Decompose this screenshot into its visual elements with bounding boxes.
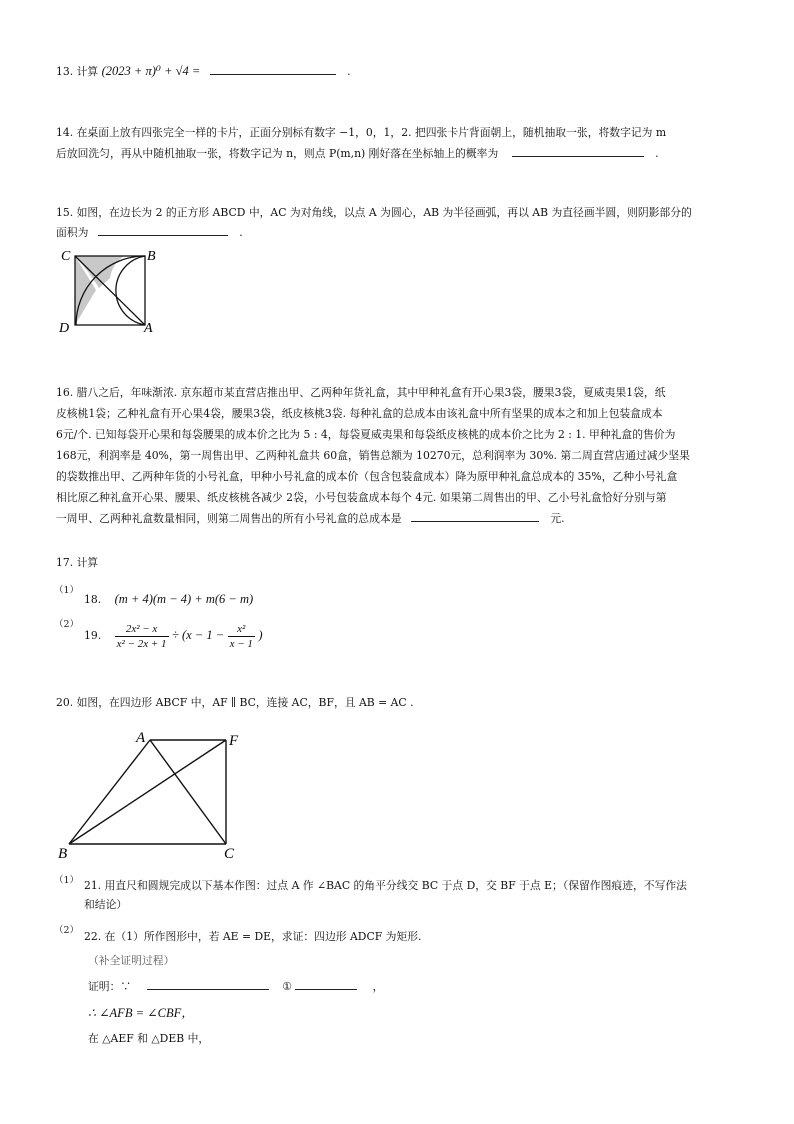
label-a: A	[136, 730, 146, 746]
math-operator: ÷ (x − 1 −	[171, 628, 225, 642]
question-number: 16.	[56, 386, 74, 399]
proof-line-1	[88, 976, 383, 998]
question-tail: .	[347, 65, 351, 78]
question-16-line1	[56, 382, 666, 404]
sub-marker-1: （1）	[54, 875, 80, 886]
question-17-title: 17. 计算	[56, 556, 99, 569]
sub-marker-2: （2）	[54, 925, 80, 936]
question-16-line2: 皮核桃1袋；乙种礼盒有开心果4袋，腰果3袋，纸皮核桃3袋. 每种礼盒的总成本由该礼盒中所有坚果的成本之和加上包装盒成本	[56, 407, 663, 420]
question-21-line1: 21. 用直尺和圆规完成以下基本作图：过点 A 作 ∠BAC 的角平分线交 BC 于点 D，交 BF 于点 E；（保留作图痕迹，不写作法	[84, 879, 687, 892]
segment-bf	[69, 740, 226, 844]
proof-lead: 证明：∵	[88, 980, 132, 993]
question-number: 19.	[84, 629, 102, 642]
question-text: 一周甲、乙两种礼盒数量相同，则第二周售出的所有小号礼盒的总成本是	[56, 512, 402, 525]
question-13	[56, 60, 351, 83]
question-14-line1	[56, 122, 666, 144]
quadrilateral-figure	[56, 728, 256, 862]
question-14-line2	[56, 143, 659, 165]
question-text: 计算	[76, 65, 99, 78]
math-paren: )	[258, 628, 263, 642]
label-f: F	[229, 733, 239, 749]
question-21-line2: 和结论）	[84, 898, 128, 911]
question-text: 在桌面上放有四张完全一样的卡片，正面分别标有数字 −1，0，1，2. 把四张卡片背面朝上，随机抽取一张，将数字记为 m	[76, 126, 667, 139]
question-15-line2	[56, 222, 243, 244]
fraction-numerator: 2x² − x	[115, 622, 169, 637]
question-16-line6: 相比原乙种礼盒开心果、腰果、纸皮核桃各减少 2袋，小号包装盒成本每个 4元. 如果第二周售出的甲、乙小号礼盒恰好分别与第	[56, 491, 667, 504]
label-c: C	[61, 249, 71, 264]
answer-blank[interactable]	[512, 144, 644, 157]
semicircle-ab	[116, 256, 145, 325]
question-22: 22. 在（1）所作图形中，若 AE = DE，求证：四边形 ADCF 为矩形.	[84, 930, 422, 943]
question-16-line7	[56, 508, 565, 530]
segment-ab	[69, 740, 150, 844]
math-expression: (m + 4)(m − 4) + m(6 − m)	[114, 592, 254, 606]
label-a: A	[144, 321, 153, 336]
question-number: 18.	[84, 593, 102, 606]
proof-hint: （补全证明过程）	[88, 954, 175, 967]
fraction-denominator: x − 1	[229, 637, 253, 650]
fraction-denominator: x² − 2x + 1	[116, 637, 167, 650]
fraction-2	[228, 622, 255, 651]
question-tail: 元.	[550, 512, 565, 525]
question-text: 后放回洗匀，再从中随机抽取一张，将数字记为 n，则点 P(m,n) 刚好落在坐标轴上的概率为	[56, 147, 499, 160]
label-b: B	[147, 249, 156, 264]
question-16-line5: 的袋数推出甲、乙两种年货的小号礼盒，甲种小号礼盒的成本价（包含包装盒成本）降为原甲种礼盒总成本的 35%，乙种小号礼盒	[56, 470, 678, 483]
answer-blank[interactable]	[411, 509, 539, 522]
question-text: 如图，在边长为 2 的正方形 ABCD 中，AC 为对角线，以点 A 为圆心，AB 为半径画弧，再以 AB 为直径画半圆，则阴影部分的	[76, 206, 692, 219]
math-statement: ∴ ∠AFB = ∠CBF，	[88, 1006, 194, 1020]
question-text: 腊八之后，年味渐浓. 京东超市某直营店推出甲、乙两种年货礼盒，其中甲种礼盒有开心果3袋，腰果3袋，夏威夷果1袋，纸	[76, 386, 666, 399]
question-number: 15.	[56, 206, 74, 219]
label-b: B	[58, 846, 68, 862]
question-15-line1	[56, 202, 692, 224]
sub-marker-2: （2）	[54, 619, 80, 630]
question-18	[84, 588, 253, 611]
square-figure	[56, 244, 166, 336]
question-text: 面积为	[56, 226, 89, 239]
answer-blank[interactable]	[210, 62, 336, 75]
math-statement: 在 △AEF 和 △DEB 中，	[88, 1032, 210, 1045]
question-number: 14.	[56, 126, 74, 139]
question-20: 20. 如图，在四边形 ABCF 中，AF ∥ BC，连接 AC，BF，且 AB = AC .	[56, 696, 414, 709]
answer-blank[interactable]	[98, 223, 228, 236]
proof-angle-line	[88, 1002, 194, 1025]
question-16-line3: 6元/个. 已知每袋开心果和每袋腰果的成本价之比为 5 : 4，每袋夏威夷果和每袋纸皮核桃的成本价之比为 2 : 1. 甲种礼盒的售价为	[56, 428, 676, 441]
math-expression: (2023 + π)⁰ + √4 =	[101, 64, 201, 78]
question-tail: .	[239, 226, 243, 239]
proof-blank-2[interactable]	[295, 977, 357, 990]
proof-blank-1[interactable]	[147, 977, 269, 990]
question-19	[84, 620, 263, 651]
circle-number: ①	[282, 980, 292, 993]
fraction-numerator: x²	[228, 622, 255, 637]
question-tail: .	[655, 147, 659, 160]
proof-triangle-line	[88, 1028, 209, 1050]
proof-comma: ，	[372, 980, 384, 993]
question-16-line4: 168元，利润率是 40%，第一周售出甲、乙两种礼盒共 60盒，销售总额为 10270元，总利润率为 30%. 第二周直营店通过减少坚果	[56, 449, 690, 462]
question-number: 13.	[56, 65, 74, 78]
segment-ac	[150, 740, 226, 844]
fraction-1	[115, 622, 169, 651]
label-c: C	[224, 846, 235, 862]
label-d: D	[59, 321, 70, 336]
sub-marker-1: （1）	[54, 585, 80, 596]
